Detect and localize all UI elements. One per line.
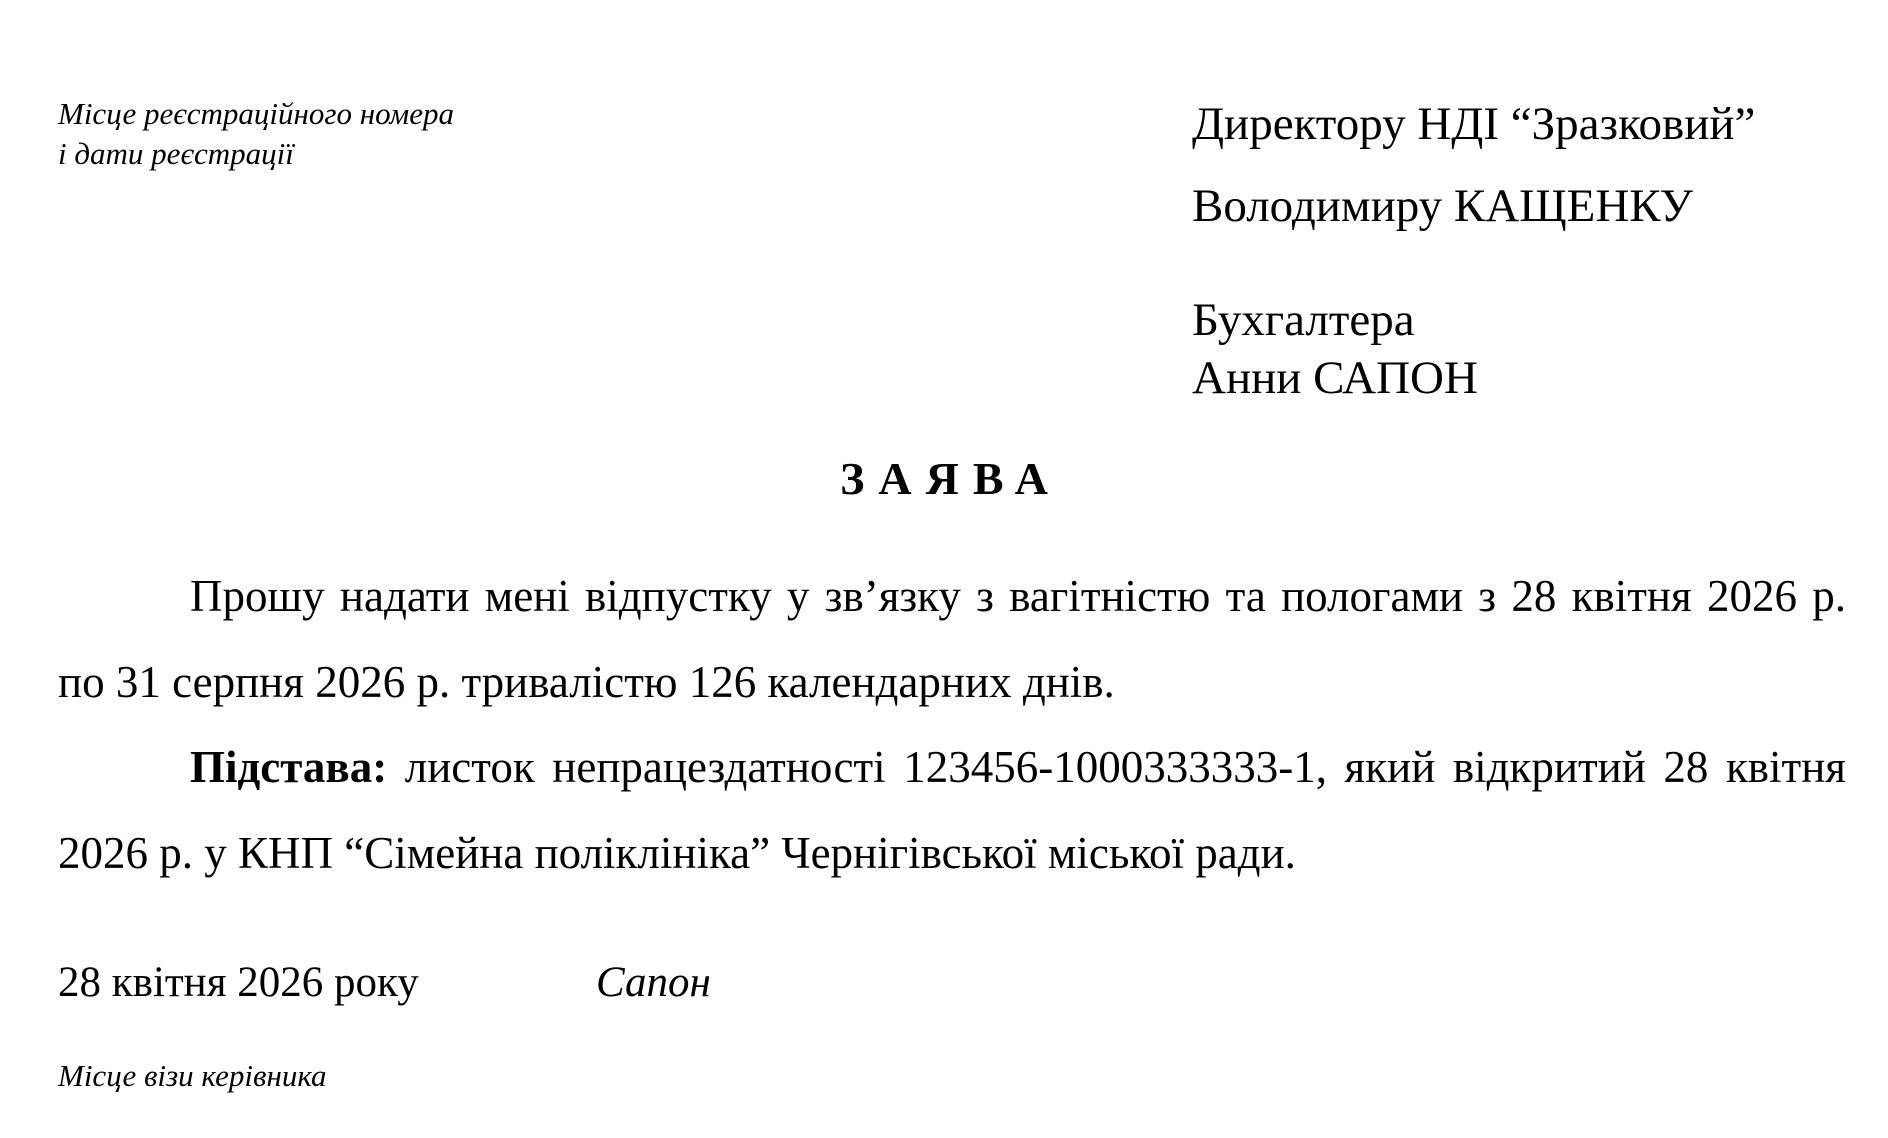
signature: Сапон: [596, 959, 711, 1006]
registration-note-line-1: Місце реєстраційного номера: [58, 96, 454, 131]
basis-paragraph: [58, 724, 1846, 896]
basis-text: листок непрацездатності 123456-1000333333-1, який відкритий 28 квітня 2026 р. у КНП “Сімейна поліклініка” Чернігівської міської ради.: [58, 742, 1846, 878]
request-paragraph: Прошу надати мені відпустку у зв’язку з вагітністю та пологами з 28 квітня 2026 р. по 31 серпня 2026 р. тривалістю 126 календарних днів.: [58, 571, 1846, 707]
sender-name: Анни САПОН: [1192, 352, 1478, 404]
application-date: 28 квітня 2026 року: [58, 959, 419, 1006]
addressee-director: Директору НДІ “Зразковий”: [1192, 98, 1756, 150]
registration-note: [58, 94, 454, 174]
manager-visa-note: Місце візи керівника: [58, 1058, 327, 1093]
sender-position: Бухгалтера: [1192, 294, 1415, 346]
basis-label: Підстава:: [190, 742, 388, 792]
registration-note-line-2: і дати реєстрації: [58, 136, 294, 171]
document-title: ЗАЯВА: [840, 453, 1062, 504]
addressee-director-name: Володимиру КАЩЕНКУ: [1192, 180, 1693, 232]
